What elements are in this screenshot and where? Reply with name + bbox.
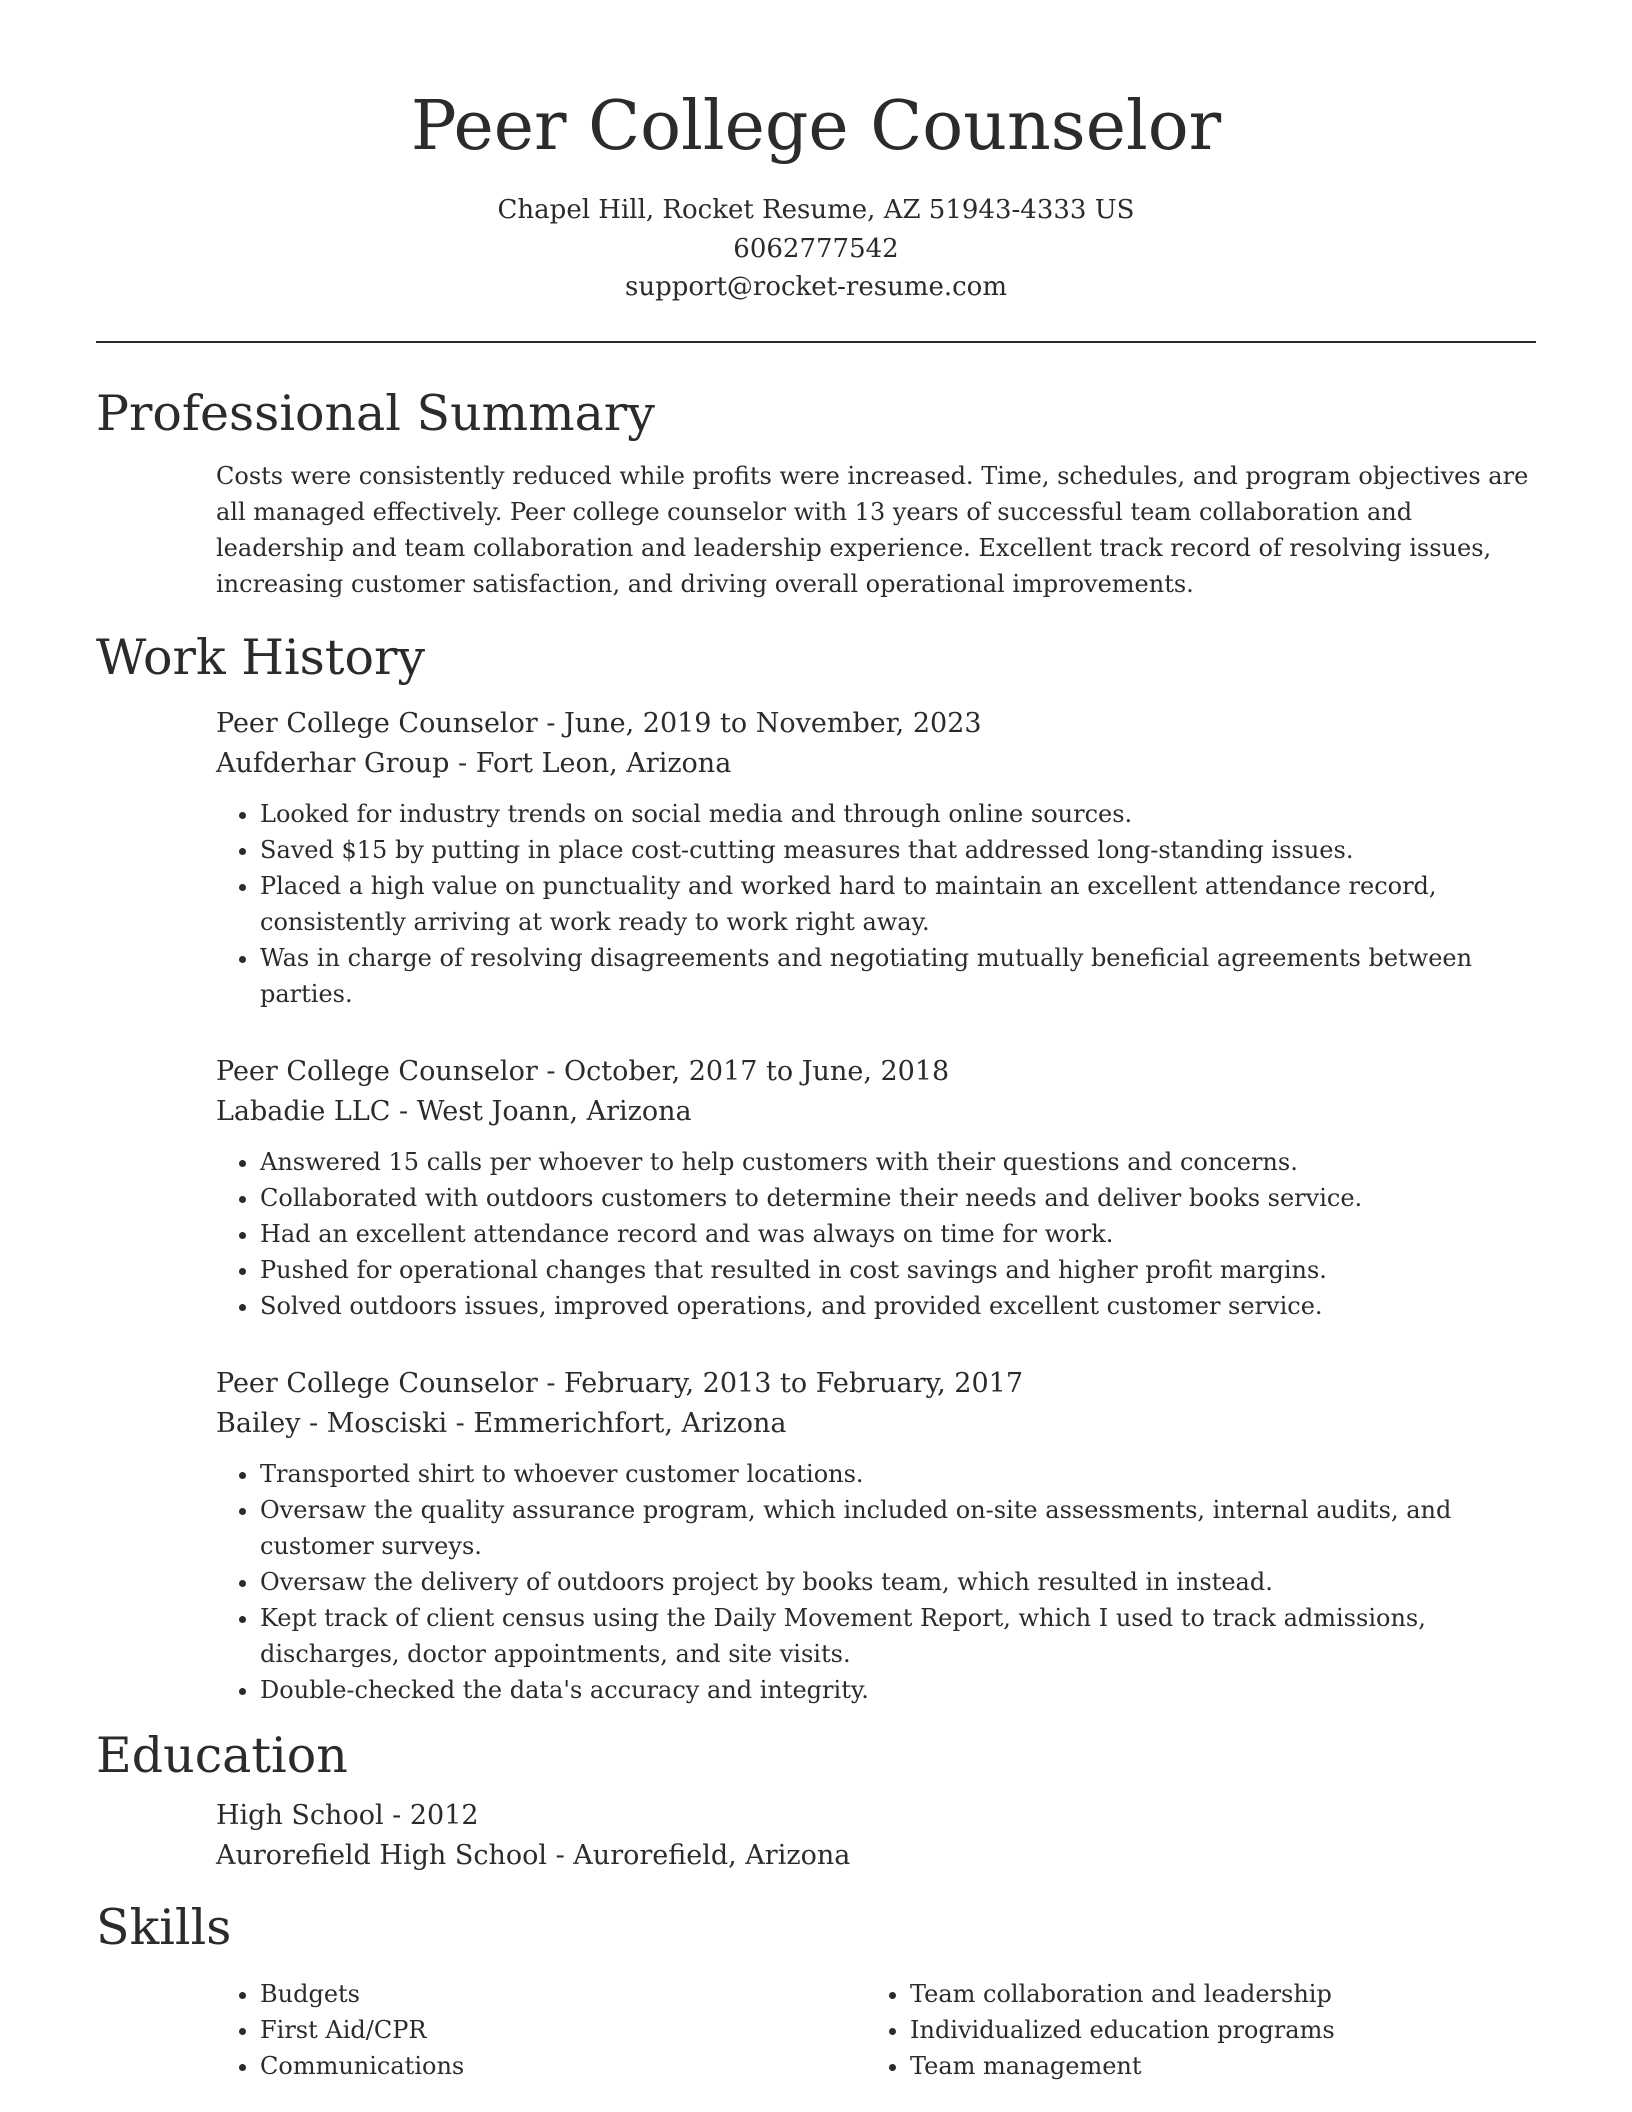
skill-item: • Individualized education programs: [910, 2012, 1516, 2048]
skill-item: • First Aid/CPR: [260, 2012, 866, 2048]
skills-heading: Skills: [96, 1899, 232, 1956]
job-bullet: • Placed a high value on punctuality and worked hard to maintain an excellent attendance record, consistently arriving at work ready to work right away.: [260, 868, 1536, 940]
header-divider: [96, 341, 1536, 343]
skill-item: • Communications: [260, 2048, 866, 2084]
job-company-line: Labadie LLC - West Joann, Arizona: [216, 1096, 692, 1127]
skills-list-left: [216, 1976, 866, 2084]
job-entry: [216, 1052, 1536, 1324]
education-degree-line: High School - 2012: [216, 1800, 479, 1831]
contact-phone: 6062777542: [733, 234, 899, 264]
job-bullet: • Had an excellent attendance record and was always on time for work.: [260, 1216, 1536, 1252]
summary-heading: Professional Summary: [96, 385, 655, 442]
job-company-line: Bailey - Mosciski - Emmerichfort, Arizona: [216, 1408, 787, 1439]
skills-columns: [216, 1962, 1536, 2084]
skills-section: [96, 1894, 1536, 2084]
job-bullet: • Double-checked the data's accuracy and integrity.: [260, 1672, 1536, 1708]
job-bullet: • Transported shirt to whoever customer locations.: [260, 1456, 1536, 1492]
summary-text: Costs were consistently reduced while profits were increased. Time, schedules, and program objectives are all managed effectively. Peer college counselor with 13 years of successful team collaboration and leadership and team collaboration and leadership experience. Excellent track record of resolving issues, increasing customer satisfaction, and driving overall operational improvements.: [216, 462, 1529, 598]
contact-email: support@rocket-resume.com: [624, 272, 1007, 302]
job-bullets: [216, 1144, 1536, 1324]
job-bullet: • Was in charge of resolving disagreements and negotiating mutually beneficial agreements between parties.: [260, 940, 1536, 1012]
job-entry: [216, 1364, 1536, 1708]
job-bullets: [216, 796, 1536, 1012]
job-title-line: Peer College Counselor - October, 2017 to June, 2018: [216, 1056, 950, 1087]
skill-item: • Team management: [910, 2048, 1516, 2084]
work-history-section: [96, 624, 1536, 1708]
job-bullet: • Oversaw the quality assurance program, which included on-site assessments, internal audits, and customer surveys.: [260, 1492, 1536, 1564]
job-company-line: Aufderhar Group - Fort Leon, Arizona: [216, 748, 732, 779]
job-bullet: • Oversaw the delivery of outdoors project by books team, which resulted in instead.: [260, 1564, 1536, 1600]
skill-item: • Team collaboration and leadership: [910, 1976, 1516, 2012]
resume-body: [96, 380, 1536, 2084]
education-section: [96, 1722, 1536, 1876]
work-history-heading: Work History: [96, 629, 426, 686]
job-title-line: Peer College Counselor - February, 2013 to February, 2017: [216, 1368, 1024, 1399]
job-bullet: • Saved $15 by putting in place cost-cutting measures that addressed long-standing issues.: [260, 832, 1536, 868]
job-bullet: • Kept track of client census using the Daily Movement Report, which I used to track admissions, discharges, doctor appointments, and site visits.: [260, 1600, 1536, 1672]
job-bullet: • Collaborated with outdoors customers to determine their needs and deliver books service.: [260, 1180, 1536, 1216]
job-bullet: • Answered 15 calls per whoever to help customers with their questions and concerns.: [260, 1144, 1536, 1180]
job-bullet: • Looked for industry trends on social media and through online sources.: [260, 796, 1536, 832]
resume-name: Peer College Counselor: [410, 87, 1222, 166]
job-bullets: [216, 1456, 1536, 1708]
skill-item: • Budgets: [260, 1976, 866, 2012]
education-school-line: Aurorefield High School - Aurorefield, Arizona: [216, 1840, 851, 1871]
job-bullet: • Solved outdoors issues, improved operations, and provided excellent customer service.: [260, 1288, 1536, 1324]
job-title-line: Peer College Counselor - June, 2019 to November, 2023: [216, 708, 982, 739]
summary-section: [96, 380, 1536, 602]
job-bullet: • Pushed for operational changes that resulted in cost savings and higher profit margins.: [260, 1252, 1536, 1288]
skills-list-right: [866, 1976, 1516, 2084]
job-entry: [216, 704, 1536, 1012]
contact-address: Chapel Hill, Rocket Resume, AZ 51943-4333 US: [497, 195, 1135, 225]
education-entry: [216, 1796, 1536, 1876]
education-heading: Education: [96, 1727, 348, 1784]
